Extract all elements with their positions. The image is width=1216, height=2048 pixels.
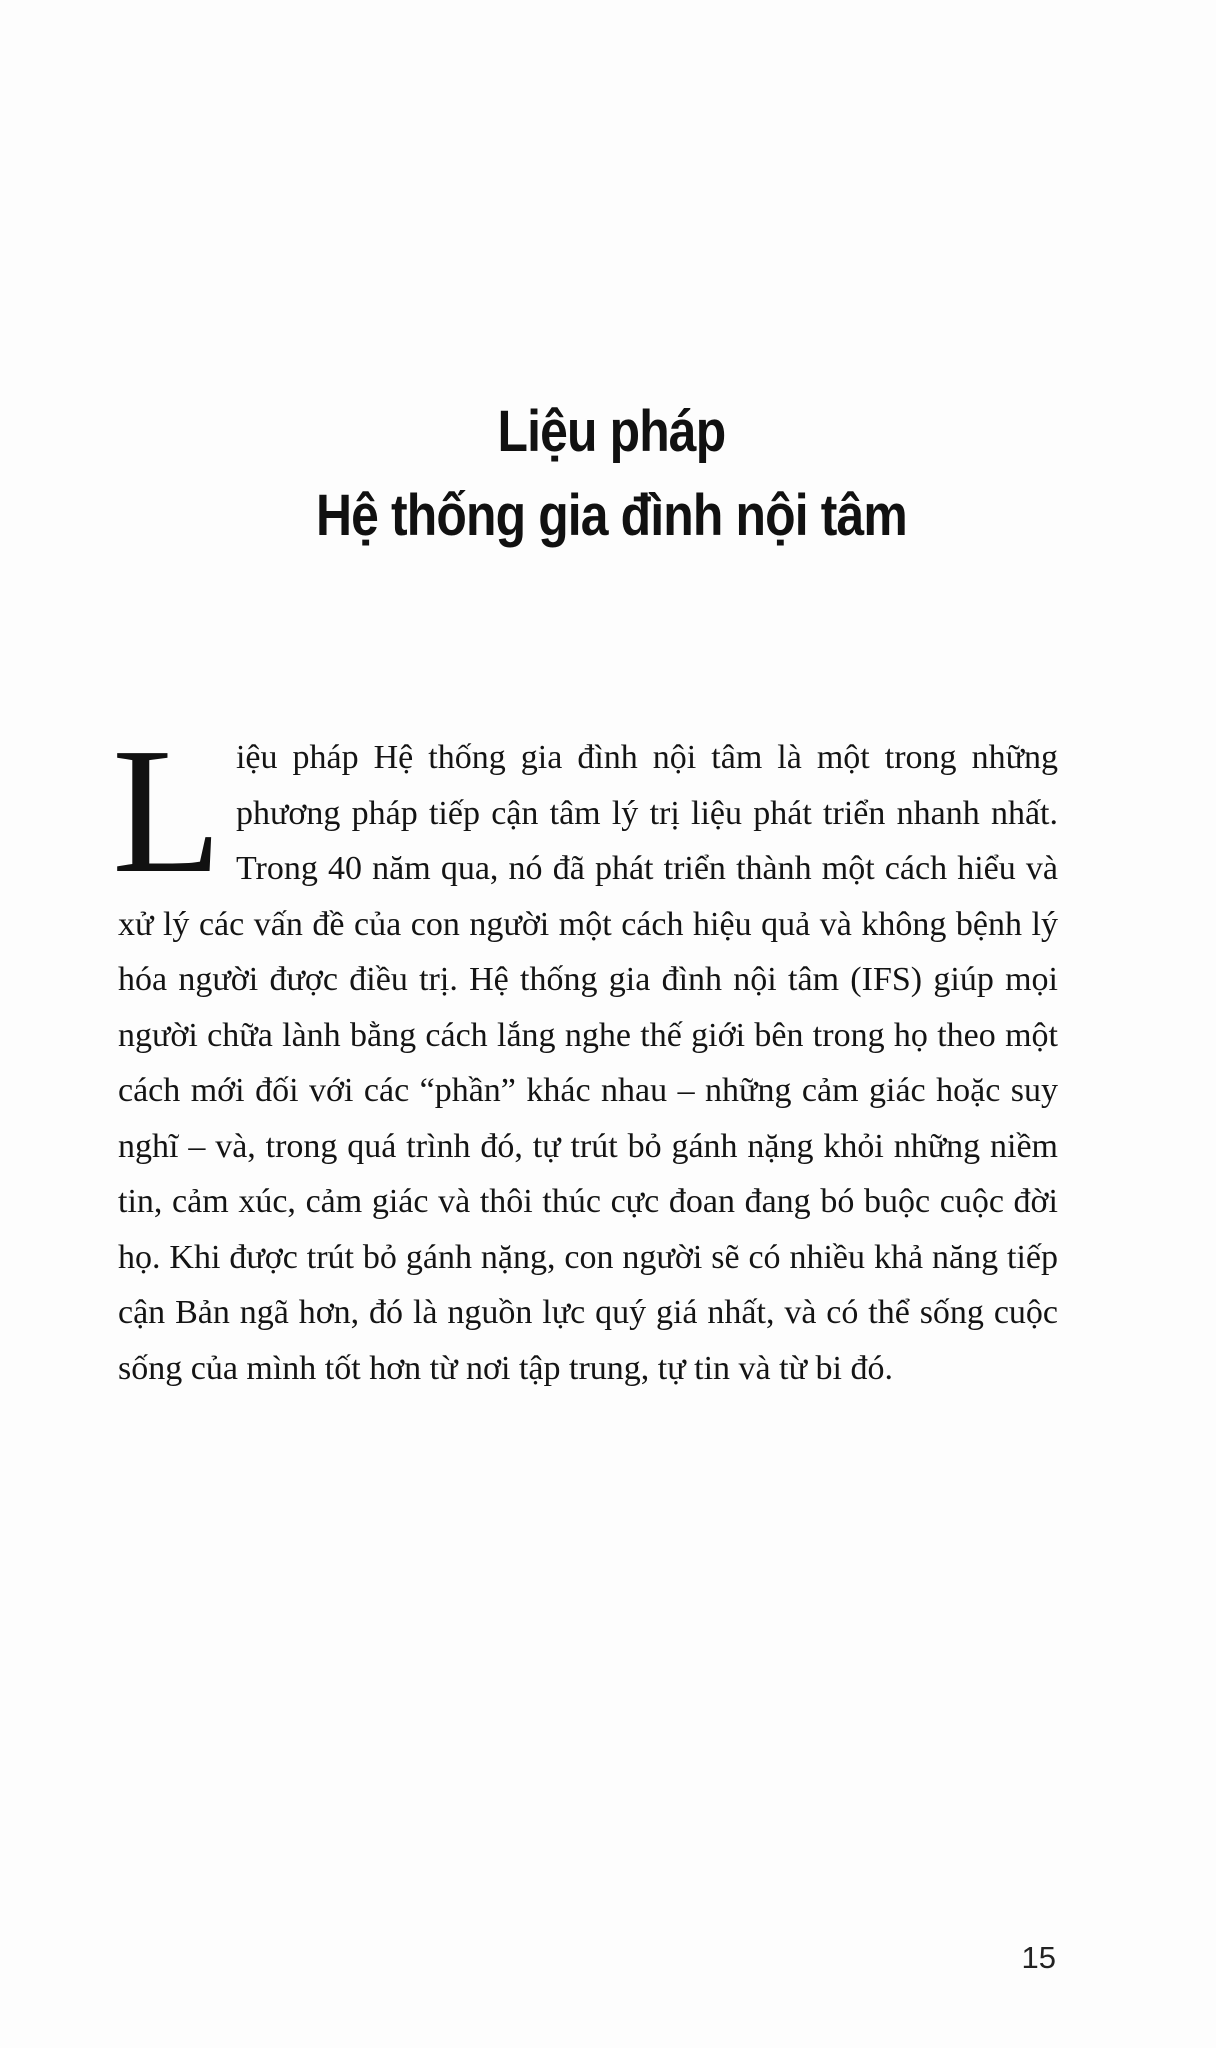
chapter-title-line-2: Hệ thống gia đình nội tâm	[315, 483, 907, 548]
body-paragraph	[112, 711, 1058, 1396]
chapter-title-line-1: Liệu pháp	[497, 399, 726, 464]
paragraph-text: iệu pháp Hệ thống gia đình nội tâm là một trong những phương pháp tiếp cận tâm lý trị liệu phát triển nhanh nhất. Trong 40 năm qua, nó đã phát triển thành một cách hiểu và xử lý các vấn đề của con người một cách hiệu quả và không bệnh lý hóa người được điều trị. Hệ thống gia đình nội tâm (IFS) giúp mọi người chữa lành bằng cách lắng nghe thế giới bên trong họ theo một cách mới đối với các “phần” khác nhau – những cảm giác hoặc suy nghĩ – và, trong quá trình đó, tự trút bỏ gánh nặng khỏi những niềm tin, cảm xúc, cảm giác và thôi thúc cực đoan đang bó buộc cuộc đời họ. Khi được trút bỏ gánh nặng, con người sẽ có nhiều khả năng tiếp cận Bản ngã hơn, đó là nguồn lực quý giá nhất, và có thể sống cuộc sống của mình tốt hơn từ nơi tập trung, tự tin và từ bi đó.	[118, 739, 1058, 1387]
drop-cap: L	[112, 711, 222, 910]
page-number: 15	[1021, 1940, 1056, 1975]
